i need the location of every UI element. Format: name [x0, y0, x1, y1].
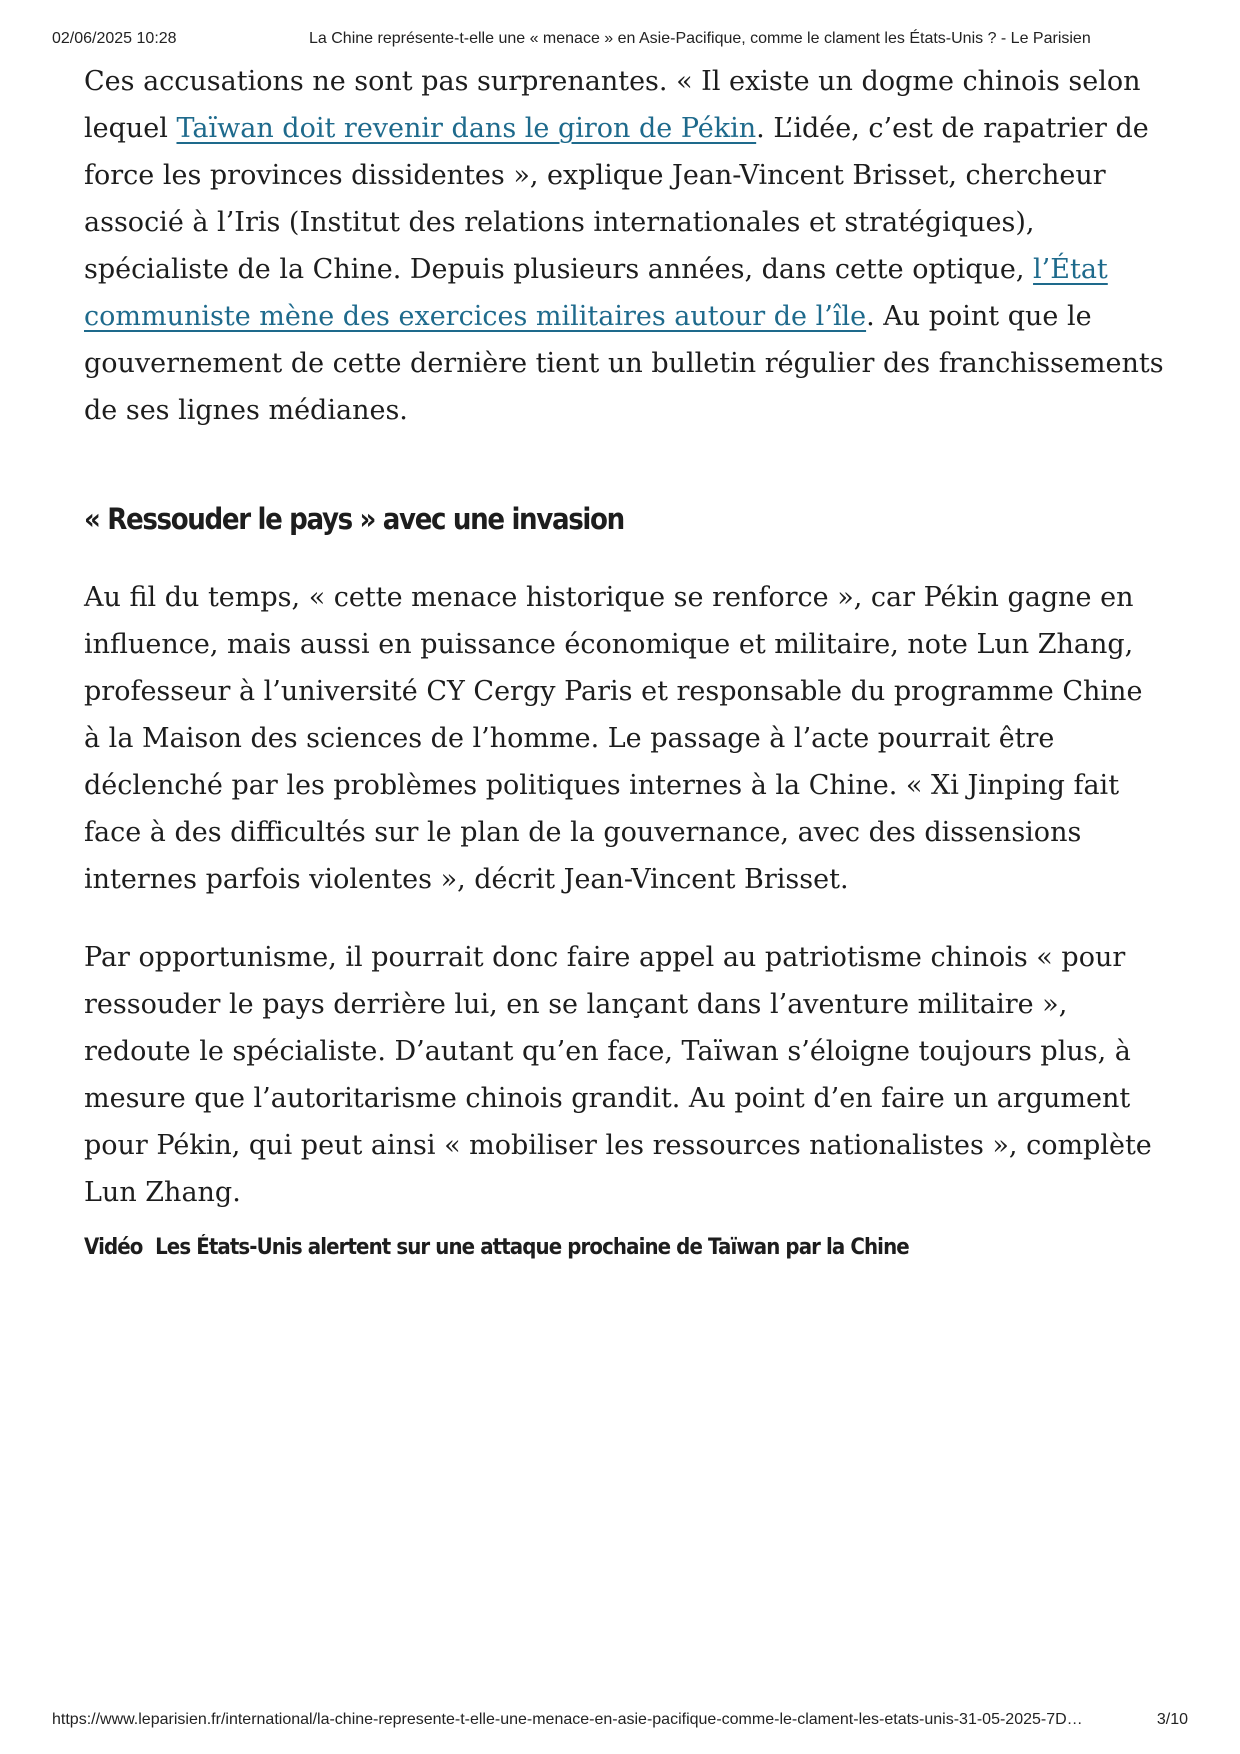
military-exercises-link[interactable]: l’État communiste mène des exercices militaires autour de l’île: [84, 254, 1108, 332]
video-embed-title[interactable]: [84, 1233, 1056, 1263]
paragraph-2: Au fil du temps, « cette menace historique se renforce », car Pékin gagne en influence, mais aussi en puissance économique et militaire, note Lun Zhang, professeur à l’université CY Cergy Paris et responsable du programme Chine à la Maison des sciences de l’homme. Le passage à l’acte pourrait être déclenché par les problèmes politiques internes à la Chine. « Xi Jinping fait face à des difficultés sur le plan de la gouvernance, avec des dissensions internes parfois violentes », décrit Jean-Vincent Brisset.: [84, 582, 1143, 895]
taiwan-giron-link[interactable]: Taïwan doit revenir dans le giron de Pékin: [176, 113, 757, 144]
paragraph-1: [84, 58, 1164, 434]
paragraph-1-text-c: . Au point que le gouvernement de cette dernière tient un bulletin régulier des franchissements de ses lignes médianes.: [84, 301, 1164, 426]
print-footer: [52, 1711, 1188, 1735]
page-number: 3/10: [1156, 1711, 1188, 1728]
section-heading: « Ressouder le pays » avec une invasion: [84, 502, 624, 536]
video-kind-label: Vidéo: [84, 1235, 143, 1260]
video-title: Les États-Unis alertent sur une attaque prochaine de Taïwan par la Chine: [155, 1235, 909, 1260]
paragraph-1-text-b: . L’idée, c’est de rapatrier de force les provinces dissidentes », explique Jean-Vincent Brisset, chercheur associé à l’Iris (Institut des relations internationales et stratégiques), spécialiste de la Chine. Depuis plusieurs années, dans cette optique,: [84, 113, 1149, 285]
print-page-title: La Chine représente-t-elle une « menace » en Asie-Pacifique, comme le clament les États-Unis ? - Le Parisien: [309, 30, 1091, 47]
print-datetime: 02/06/2025 10:28: [52, 30, 177, 47]
paragraph-1-text-a: Ces accusations ne sont pas surprenantes. « Il existe un dogme chinois selon lequel: [84, 66, 1141, 144]
print-header: [52, 30, 1188, 54]
article-body: [84, 58, 1164, 1263]
print-url: https://www.leparisien.fr/international/la-chine-represente-t-elle-une-menace-en-asie-pacifique-comme-le-clament-les-etats-unis-31-05-2025-7D…: [52, 1711, 1083, 1728]
paragraph-3: Par opportunisme, il pourrait donc faire appel au patriotisme chinois « pour ressouder le pays derrière lui, en se lançant dans l’aventure militaire », redoute le spécialiste. D’autant qu’en face, Taïwan s’éloigne toujours plus, à mesure que l’autoritarisme chinois grandit. Au point d’en faire un argument pour Pékin, qui peut ainsi « mobiliser les ressources nationalistes », complète Lun Zhang.: [84, 942, 1152, 1208]
